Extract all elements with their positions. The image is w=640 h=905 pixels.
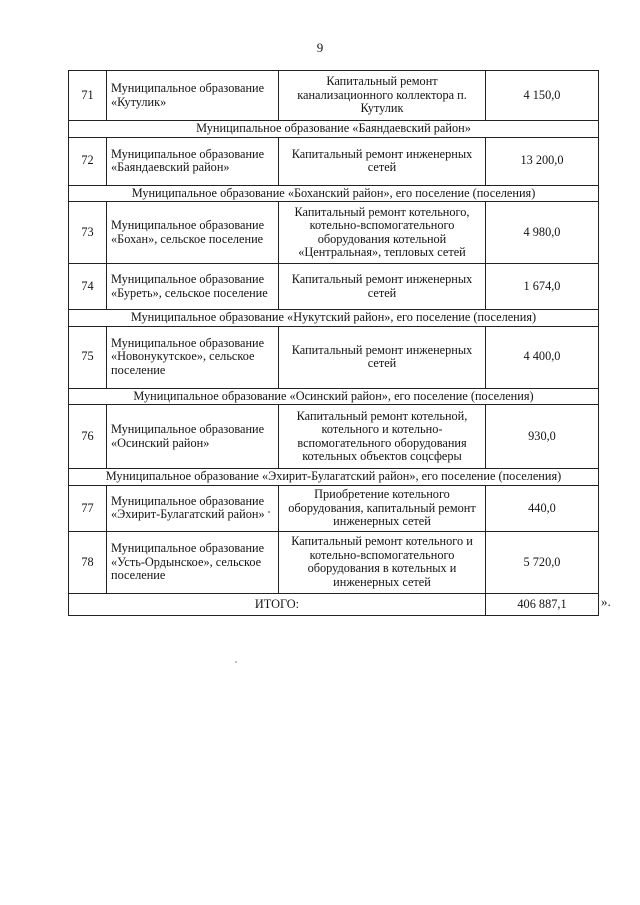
work-description-cell: Капитальный ремонт инженерных сетей [279, 326, 486, 388]
work-description-cell: Капитальный ремонт котельной, котельного и котельно-вспомогательного оборудования котельных объектов соцсферы [279, 405, 486, 469]
section-heading: Муниципальное образование «Эхирит-Булагатский район», его поселение (поселения) [69, 469, 599, 486]
municipality-cell: Муниципальное образование «Новонукутское», сельское поселение [107, 326, 279, 388]
municipality-cell: Муниципальное образование «Кутулик» [107, 71, 279, 121]
amount-cell: 1 674,0 [486, 264, 599, 310]
municipality-cell: Муниципальное образование «Буреть», сельское поселение [107, 264, 279, 310]
section-heading: Муниципальное образование «Баяндаевский район» [69, 121, 599, 138]
row-number: 74 [69, 264, 107, 310]
row-number: 73 [69, 202, 107, 264]
work-description-cell: Капитальный ремонт котельного, котельно-вспомогательного оборудования котельной «Центральная», тепловых сетей [279, 202, 486, 264]
scan-speck [268, 511, 270, 513]
total-label: ИТОГО: [69, 593, 486, 615]
amount-cell: 440,0 [486, 485, 599, 531]
work-description-cell: Капитальный ремонт инженерных сетей [279, 137, 486, 185]
row-number: 75 [69, 326, 107, 388]
scan-speck [235, 661, 237, 663]
amount-cell: 5 720,0 [486, 531, 599, 593]
work-description-cell: Капитальный ремонт котельного и котельно-вспомогательного оборудования в котельных и инженерных сетей [279, 531, 486, 593]
municipality-cell: Муниципальное образование «Баяндаевский район» [107, 137, 279, 185]
municipality-cell: Муниципальное образование «Бохан», сельское поселение [107, 202, 279, 264]
work-description-cell: Капитальный ремонт канализационного коллектора п. Кутулик [279, 71, 486, 121]
row-number: 77 [69, 485, 107, 531]
section-heading: Муниципальное образование «Осинский район», его поселение (поселения) [69, 388, 599, 405]
municipality-cell: Муниципальное образование «Эхирит-Булагатский район» [107, 485, 279, 531]
row-number: 72 [69, 137, 107, 185]
closing-quote-mark: ». [601, 594, 611, 609]
section-heading: Муниципальное образование «Нукутский район», его поселение (поселения) [69, 310, 599, 327]
municipality-cell: Муниципальное образование «Осинский район» [107, 405, 279, 469]
row-number: 71 [69, 71, 107, 121]
amount-cell: 4 980,0 [486, 202, 599, 264]
row-number: 78 [69, 531, 107, 593]
work-description-cell: Приобретение котельного оборудования, капитальный ремонт инженерных сетей [279, 485, 486, 531]
total-amount: 406 887,1 [486, 593, 599, 615]
amount-cell: 4 400,0 [486, 326, 599, 388]
section-heading: Муниципальное образование «Боханский район», его поселение (поселения) [69, 185, 599, 202]
page-number: 9 [316, 40, 324, 55]
work-description-cell: Капитальный ремонт инженерных сетей [279, 264, 486, 310]
row-number: 76 [69, 405, 107, 469]
amount-cell: 13 200,0 [486, 137, 599, 185]
amount-cell: 930,0 [486, 405, 599, 469]
municipality-cell: Муниципальное образование «Усть-Ордынское», сельское поселение [107, 531, 279, 593]
amount-cell: 4 150,0 [486, 71, 599, 121]
